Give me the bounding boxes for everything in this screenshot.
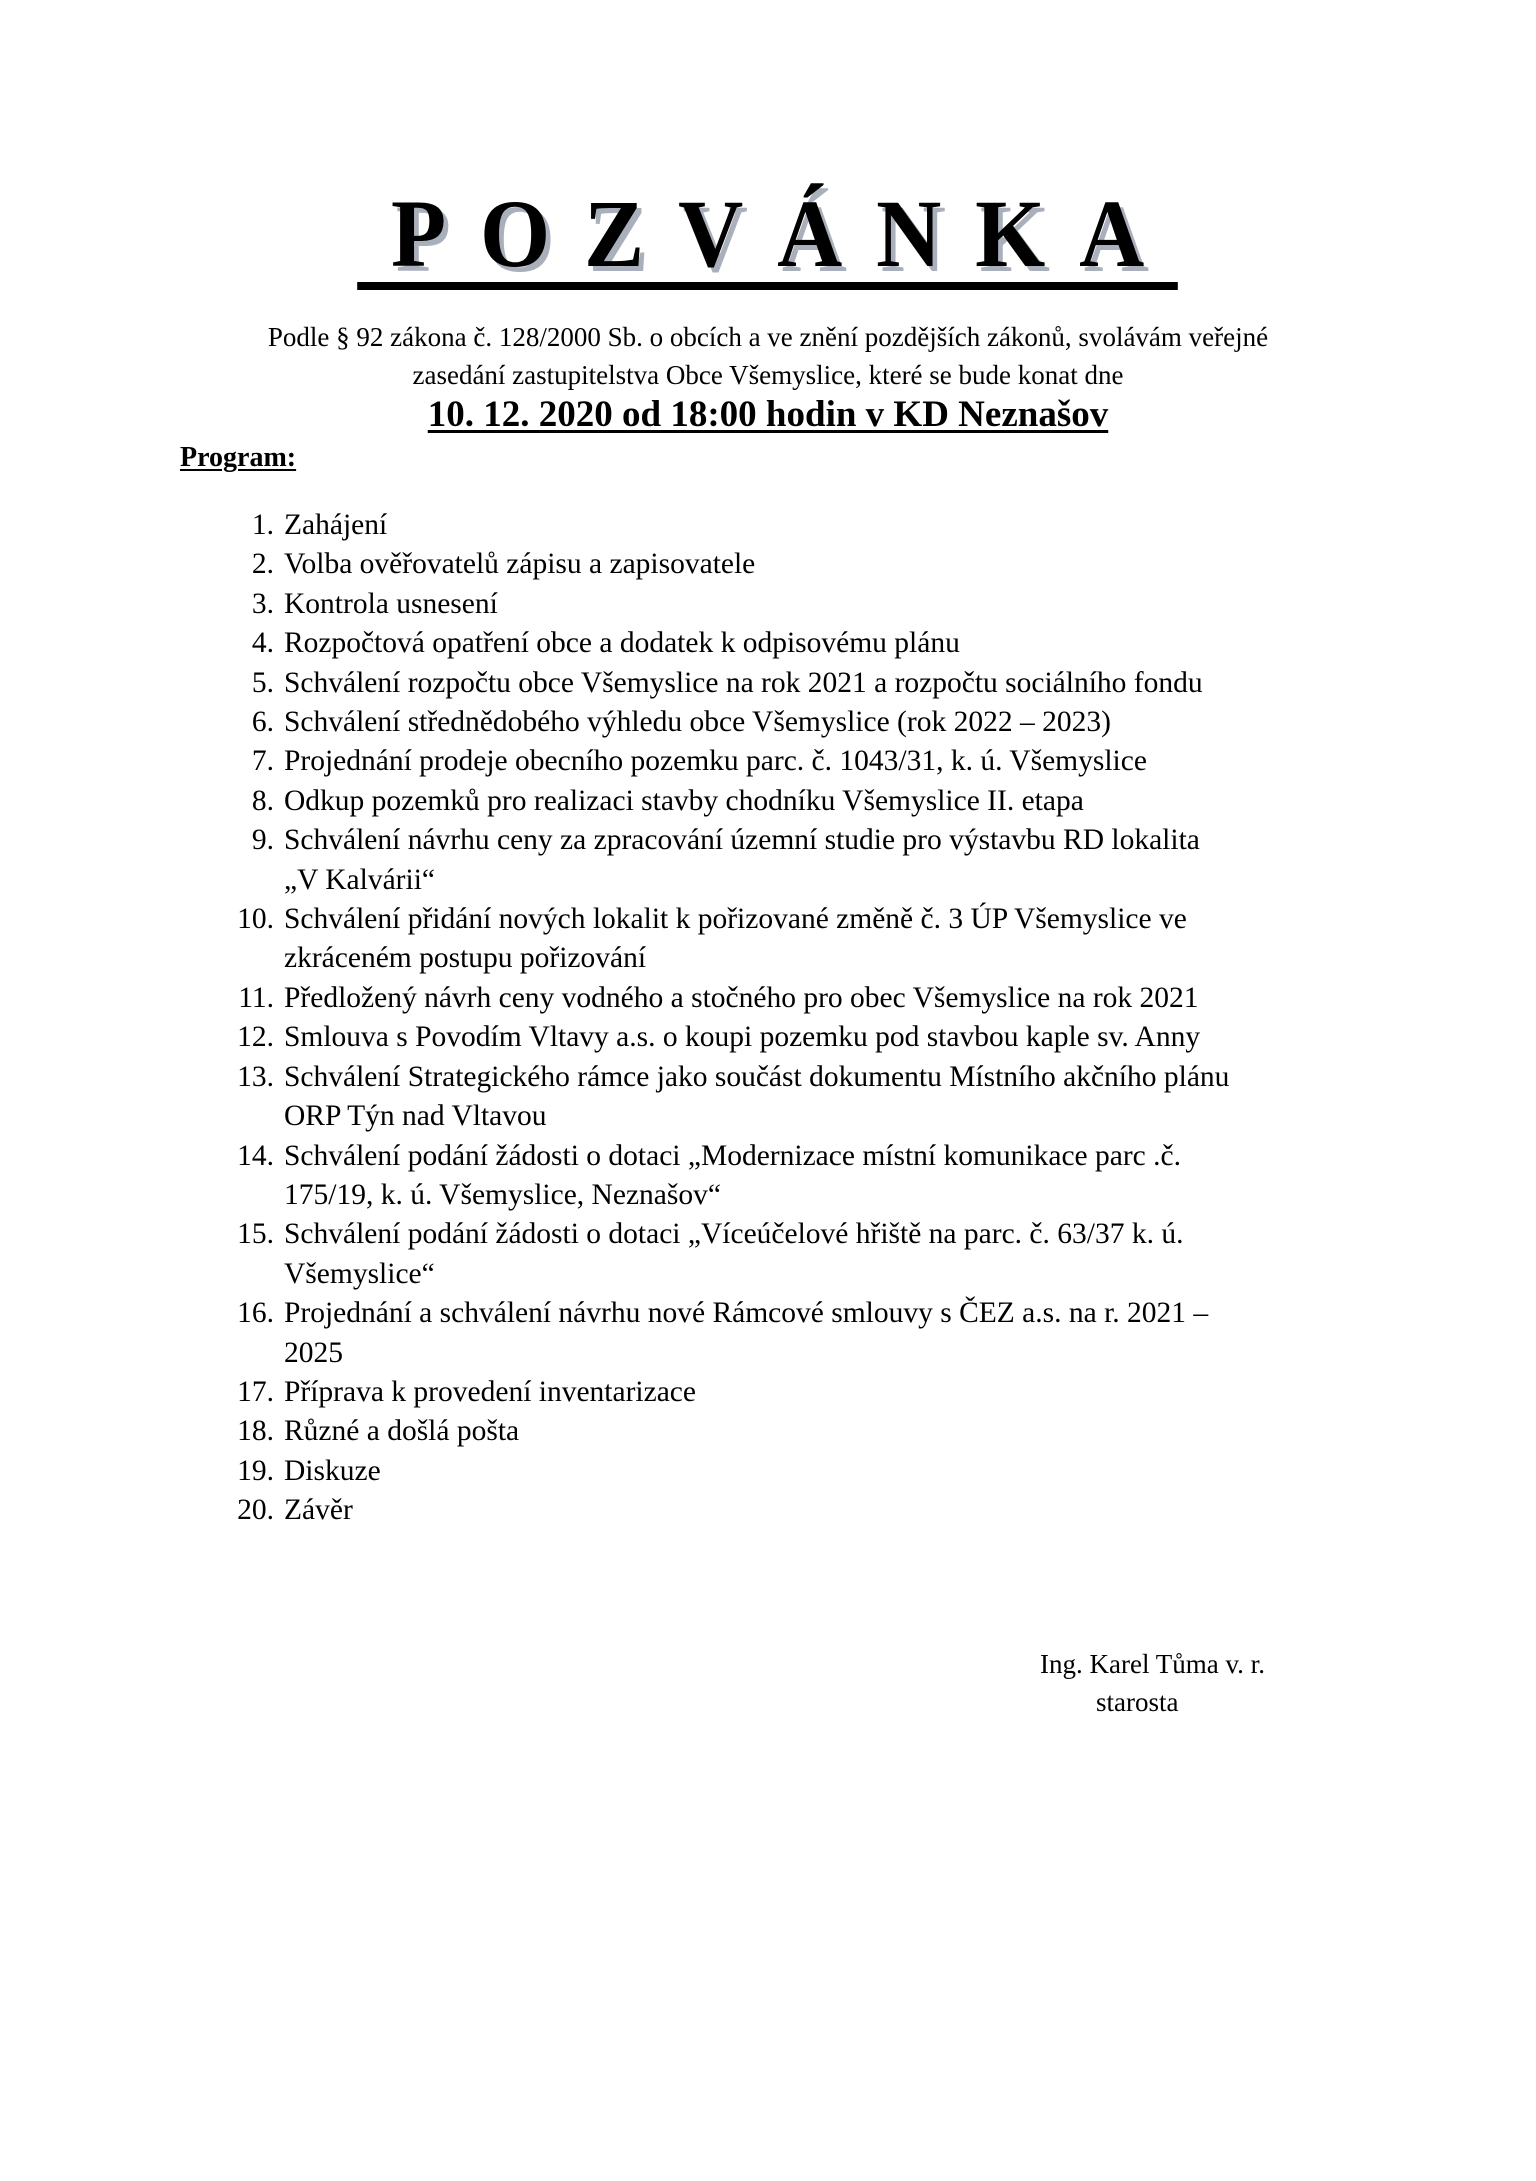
- title-wrapper: [0, 180, 1536, 290]
- agenda-item-text: Schválení Strategického rámce jako součást dokumentu Místního akčního plánu ORP Týn nad Vltavou: [284, 1060, 1230, 1133]
- agenda-item-text: Schválení přidání nových lokalit k pořizované změně č. 3 ÚP Všemyslice ve zkráceném postupu pořizování: [284, 903, 1187, 975]
- agenda-item-text: Schválení podání žádosti o dotaci „Modernizace místní komunikace parc .č. 175/19, k. ú. Všemyslice, Neznašov“: [284, 1139, 1181, 1211]
- agenda-item: [220, 664, 1400, 703]
- agenda-item: [220, 545, 1400, 584]
- signatory-name: Ing. Karel Tůma v. r.: [1040, 1649, 1265, 1679]
- agenda-item-text: Schválení podání žádosti o dotaci „Víceúčelové hřiště na parc. č. 63/37 k. ú. Všemyslice“: [284, 1218, 1184, 1290]
- agenda-item-text: Různé a došlá pošta: [284, 1415, 520, 1448]
- agenda-item: [220, 1137, 1400, 1216]
- agenda-list: [220, 506, 1400, 1531]
- agenda-item: [220, 585, 1400, 624]
- meeting-datetime-place: 10. 12. 2020 od 18:00 hodin v KD Neznašov: [427, 394, 1109, 435]
- signature-block: [1040, 1645, 1265, 1721]
- agenda-item-number: 15.: [237, 1218, 274, 1251]
- document-title: POZVÁNKA: [358, 186, 1179, 290]
- agenda-item-number: 7.: [251, 745, 274, 778]
- agenda-item-number: 12.: [237, 1021, 274, 1054]
- agenda-item-text: Volba ověřovatelů zápisu a zapisovatele: [284, 548, 756, 581]
- agenda-item-text: Schválení rozpočtu obce Všemyslice na rok 2021 a rozpočtu sociálního fondu: [284, 666, 1203, 699]
- signatory-role: starosta: [1096, 1687, 1179, 1717]
- agenda-item-number: 14.: [237, 1139, 274, 1172]
- agenda-item: [220, 900, 1400, 979]
- agenda-item: [220, 703, 1400, 742]
- agenda-item-text: Předložený návrh ceny vodného a stočného pro obec Všemyslice na rok 2021: [284, 981, 1199, 1014]
- agenda-item: [220, 1491, 1400, 1530]
- agenda-item-text: Diskuze: [284, 1454, 381, 1487]
- agenda-item: [220, 1215, 1400, 1294]
- agenda-item-number: 18.: [237, 1415, 274, 1448]
- agenda-item-text: Zahájení: [284, 509, 388, 541]
- agenda-item-number: 16.: [237, 1297, 274, 1330]
- agenda-item-text: Odkup pozemků pro realizaci stavby chodníku Všemyslice II. etapa: [284, 784, 1084, 817]
- agenda-item-number: 1.: [251, 509, 274, 541]
- intro-paragraph: [0, 318, 1536, 394]
- agenda-item-text: Schválení střednědobého výhledu obce Všemyslice (rok 2022 – 2023): [284, 706, 1111, 739]
- agenda-item: [220, 1294, 1400, 1373]
- agenda-item-text: Rozpočtová opatření obce a dodatek k odpisovému plánu: [284, 627, 960, 660]
- agenda-item-number: 3.: [251, 587, 274, 620]
- agenda-item: [220, 1018, 1400, 1057]
- agenda-item-number: 10.: [237, 903, 274, 936]
- program-heading: Program:: [180, 442, 297, 473]
- agenda-item: [220, 1452, 1400, 1491]
- agenda-item: [220, 624, 1400, 663]
- agenda-item: [220, 782, 1400, 821]
- agenda-item: [220, 1412, 1400, 1451]
- agenda-item-number: 4.: [251, 627, 274, 660]
- agenda-item-number: 8.: [251, 784, 274, 817]
- agenda-item-text: Schválení návrhu ceny za zpracování územní studie pro výstavbu RD lokalita „V Kalvárii“: [284, 824, 1200, 896]
- agenda-item-text: Kontrola usnesení: [284, 587, 498, 620]
- agenda-item-number: 17.: [237, 1375, 274, 1408]
- agenda-item-text: Závěr: [284, 1494, 353, 1527]
- intro-line-2: zasedání zastupitelstva Obce Všemyslice, které se bude konat dne: [412, 360, 1124, 390]
- agenda-item-text: Smlouva s Povodím Vltavy a.s. o koupi pozemku pod stavbou kaple sv. Anny: [284, 1021, 1201, 1054]
- agenda-item-text: Projednání prodeje obecního pozemku parc. č. 1043/31, k. ú. Všemyslice: [284, 745, 1147, 778]
- agenda-item: [220, 821, 1400, 900]
- agenda-item: [220, 1058, 1400, 1137]
- agenda-item-text: Příprava k provedení inventarizace: [284, 1375, 696, 1408]
- agenda-item-number: 6.: [251, 706, 274, 739]
- agenda-item-text: Projednání a schválení návrhu nové Rámcové smlouvy s ČEZ a.s. na r. 2021 – 2025: [284, 1297, 1209, 1369]
- agenda-item-number: 2.: [251, 548, 274, 581]
- agenda-item: [220, 979, 1400, 1018]
- agenda-item: [220, 1373, 1400, 1412]
- agenda-item-number: 13.: [237, 1060, 274, 1093]
- agenda-item-number: 11.: [238, 981, 274, 1014]
- intro-line-1: Podle § 92 zákona č. 128/2000 Sb. o obcích a ve znění pozdějších zákonů, svolávám veřejné: [267, 322, 1269, 352]
- agenda-item-number: 9.: [251, 824, 274, 857]
- agenda-item-number: 5.: [251, 666, 274, 699]
- agenda-item: [220, 506, 1400, 545]
- agenda-item-number: 19.: [237, 1454, 274, 1487]
- agenda-item: [220, 742, 1400, 781]
- agenda-item-number: 20.: [237, 1494, 274, 1527]
